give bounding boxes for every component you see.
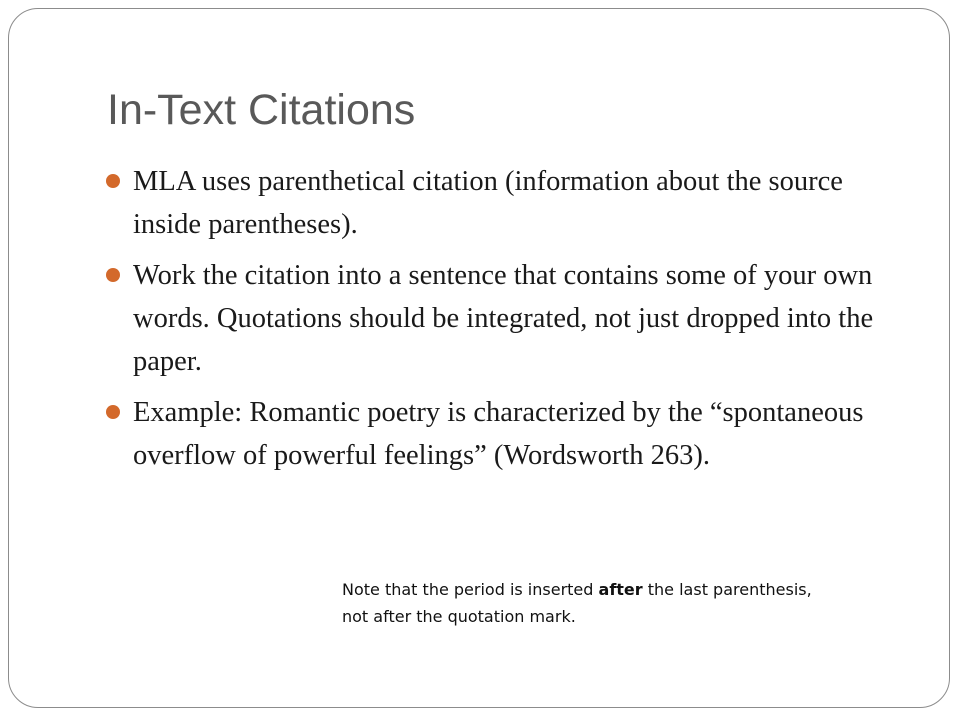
note-text-after: the last parenthesis, not after the quotation mark. — [342, 580, 812, 626]
bullet-list — [103, 160, 883, 485]
bullet-text: MLA uses parenthetical citation (information about the source inside parentheses). — [133, 166, 843, 240]
bullet-text: Work the citation into a sentence that contains some of your own words. Quotations should be integrated, not just dropped into the paper. — [133, 260, 874, 377]
note-text-before: Note that the period is inserted — [342, 580, 599, 599]
note-text-box — [342, 576, 812, 630]
bullet-dot-icon — [106, 268, 120, 282]
bullet-dot-icon — [106, 405, 120, 419]
bullet-dot-icon — [106, 174, 120, 188]
bullet-item — [103, 254, 883, 383]
bullet-text: Example: Romantic poetry is characterized by the “spontaneous overflow of powerful feelings” (Wordsworth 263). — [133, 397, 864, 471]
bullet-item — [103, 160, 883, 246]
slide-title: In-Text Citations — [107, 86, 416, 134]
note-emphasis: after — [598, 580, 643, 599]
bullet-item — [103, 391, 883, 477]
